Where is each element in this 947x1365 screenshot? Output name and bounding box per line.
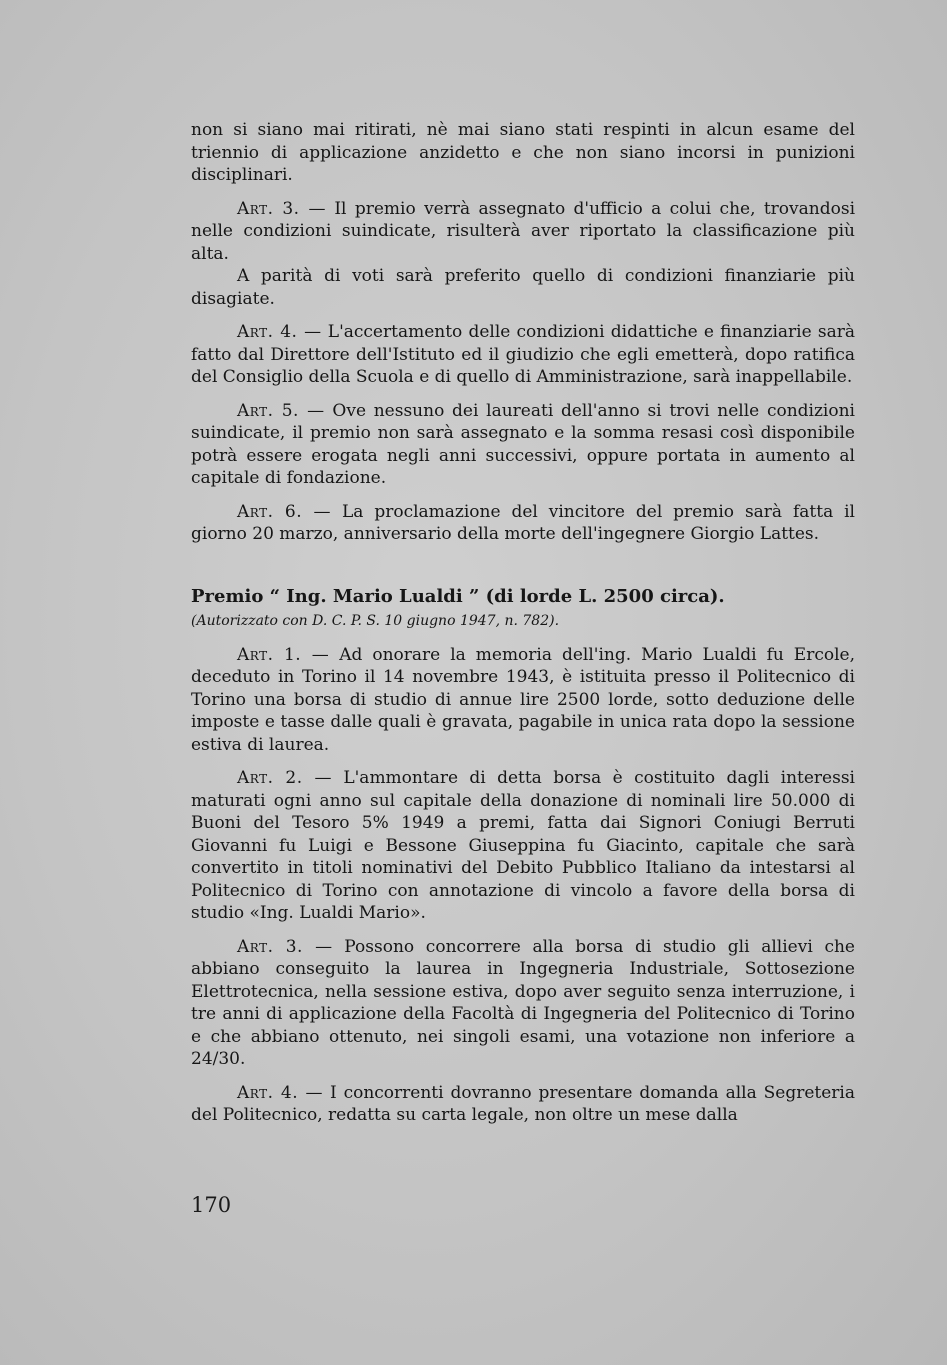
article-label: Art. 3. — (237, 936, 333, 957)
article-paragraph (191, 400, 855, 490)
body-text (191, 119, 855, 1127)
article-label: Art. 3. — (237, 198, 326, 219)
article-text: La proclamazione del vincitore del premio sarà fatta il giorno 20 marzo, anniversario della morte dell'ingegnere Giorgio Lattes. (191, 501, 855, 544)
article-label: Art. 2. — (237, 768, 332, 788)
article-label: Art. 4. — (237, 1082, 324, 1103)
article-paragraph (191, 501, 855, 546)
article-text: Ove nessuno dei laureati dell'anno si trovi nelle condizioni suindicate, il premio non sarà assegnato e la somma resasi così disponibile potrà essere erogata negli anni successivi, oppure portata in aumento al capitale di fondazione. (191, 400, 855, 488)
article-text: L'accertamento delle condizioni didattiche e finanziarie sarà fatto dal Direttore dell'Istituto ed il giudizio che egli emetterà, dopo ratifica del Consiglio della Scuola e di quello di Amministrazione, sarà inappellabile. (191, 322, 855, 387)
section-subheading: (Autorizzato con D. C. P. S. 10 giugno 1947, n. 782). (191, 613, 560, 629)
section-heading: Premio “ Ing. Mario Lualdi ” (di lorde L. 2500 circa). (191, 585, 725, 607)
article-text: I concorrenti dovranno presentare domanda alla Segreteria del Politecnico, redatta su carta legale, non oltre un mese dalla (191, 1082, 855, 1125)
article-paragraph (191, 644, 855, 757)
article-paragraph (191, 198, 855, 266)
article-text: Il premio verrà assegnato d'ufficio a colui che, trovandosi nelle condizioni suindicate, risulterà aver riportato la classificazione più alta. (191, 198, 856, 264)
article-paragraph (191, 1082, 855, 1127)
article-text: Possono concorrere alla borsa di studio gli allievi che abbiano conseguito la laurea in Ingegneria Industriale, Sottosezione Elettrotecnica, nella sessione estiva, dopo aver seguito senza interruzione, i tre anni di applicazione della Facoltà di Ingegneria del Politecnico di Torino e che abbiano ottenuto, nei singoli esami, una votazione non inferiore a 24/30. (191, 936, 855, 1069)
article-paragraph (191, 936, 855, 1071)
intro-paragraph: non si siano mai ritirati, nè mai siano stati respinti in alcun esame del triennio di applicazione anzidetto e che non siano incorsi in punizioni disciplinari. (191, 120, 855, 185)
article-text: L'ammontare di detta borsa è costituito dagli interessi maturati ogni anno sul capitale della donazione di nominali lire 50.000 di Buoni del Tesoro 5% 1949 a premi, fatta dai Signori Coniugi Berruti Giovanni fu Luigi e Bessone Giuseppina fu Giacinto, capitale che sarà convertito in titoli nominativi del Debito Pubblico Italiano da intestarsi al Politecnico di Torino con annotazione di vincolo a favore della borsa di studio «Ing. Lualdi Mario». (191, 768, 855, 923)
article-label: Art. 1. — (237, 644, 330, 665)
article-label: Art. 5. — (237, 400, 325, 421)
article-label: Art. 4. — (237, 322, 322, 342)
article-paragraph (191, 321, 855, 389)
article-paragraph-continuation: A parità di voti sarà preferito quello di condizioni finanziarie più disagiate. (191, 266, 855, 309)
article-text: Ad onorare la memoria dell'ing. Mario Lualdi fu Ercole, deceduto in Torino il 14 novembre 1943, è istituita presso il Politecnico di Torino una borsa di studio di annue lire 2500 lorde, sotto deduzione delle imposte e tasse dalle quali è gravata, pagabile in unica rata dopo la sessione estiva di laurea. (191, 644, 855, 755)
article-label: Art. 6. — (237, 501, 332, 522)
article-paragraph (191, 767, 855, 925)
page-number: 170 (191, 1193, 232, 1217)
